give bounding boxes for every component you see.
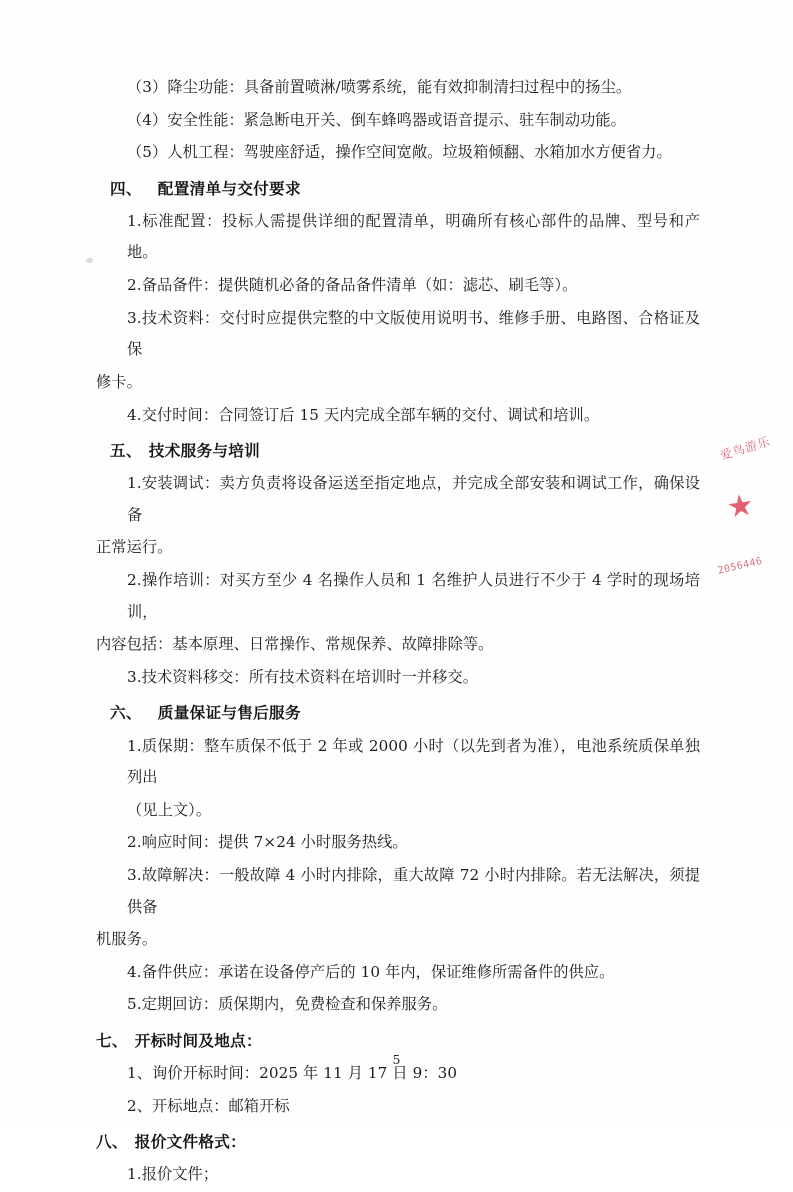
paragraph: 1.安装调试：卖方负责将设备运送至指定地点，并完成全部安装和调试工作，确保设备 [127,474,700,524]
paragraph-continuation: 修卡。 [96,372,142,391]
section-heading-5 [96,434,700,467]
ink-smudge [86,258,93,263]
page-number: 5 [392,1052,401,1067]
section-heading-8 [96,1125,700,1158]
section-number: 八、 [96,1132,128,1152]
paragraph-continuation: 内容包括：基本原理、日常操作、常规保养、故障排除等。 [96,635,494,654]
paragraph: 3.技术资料移交：所有技术资料在培训时一并移交。 [127,667,479,686]
section-heading-6 [96,696,700,729]
section-heading-4 [96,172,700,205]
section-number: 六、 [110,703,142,723]
paragraph: 3.故障解决：一般故障 4 小时内排除，重大故障 72 小时内排除。若无法解决，须提供备 [127,865,700,916]
paragraph: 4.交付时间：合同签订后 15 天内完成全部车辆的交付、调试和培训。 [127,405,600,424]
paragraph: 1、询价开标时间：2025 年 11 月 17 日 9：30 [127,1064,458,1083]
seal-top-text: 爱鸟游乐 [718,434,773,463]
section-number: 四、 [110,178,142,198]
paragraph-continuation: 机服务。 [96,930,158,949]
document-body [96,72,700,1192]
paragraph: 1.报价文件； [127,1165,219,1184]
paragraph: （3）降尘功能：具备前置喷淋/喷雾系统，能有效抑制清扫过程中的扬尘。 [127,78,632,96]
section-title: 开标时间及地点： [134,1030,262,1050]
paragraph: 4.备件供应：承诺在设备停产后的 10 年内，保证维修所需备件的供应。 [127,962,615,981]
paragraph: 2.操作培训：对买方至少 4 名操作人员和 1 名维护人员进行不少于 4 学时的现场培训， [127,571,700,621]
paragraph: 2、开标地点：邮箱开标 [127,1096,290,1115]
paragraph: 3.技术资料：交付时应提供完整的中文版使用说明书、维修手册、电路图、合格证及保 [127,308,700,359]
section-number: 七、 [96,1030,128,1050]
section-number: 五、 [110,441,142,461]
star-icon: ★ [724,487,757,526]
paragraph: （5）人机工程：驾驶座舒适，操作空间宽敞。垃圾箱倾翻、水箱加水方便省力。 [127,143,672,162]
paragraph: （4）安全性能：紧急断电开关、倒车蜂鸣器或语音提示、驻车制动功能。 [127,110,626,129]
paragraph: 1.质保期：整车质保不低于 2 年或 2000 小时（以先到者为准），电池系统质保单独列出 [127,736,700,787]
paragraph: 2.备品备件：提供随机必备的备品备件清单（如：滤芯、刷毛等）。 [127,276,578,295]
seal-serial-number: 2056446 [716,555,764,577]
section-title: 配置清单与交付要求 [157,178,301,198]
paragraph: 5.定期回访：质保期内，免费检查和保养服务。 [127,995,448,1014]
paragraph-continuation: 正常运行。 [96,538,173,557]
paragraph-continuation: （见上文）。 [127,800,212,819]
section-title: 报价文件格式： [134,1132,247,1152]
section-title: 技术服务与培训 [148,441,261,461]
section-title: 质量保证与售后服务 [157,703,301,723]
red-seal-stamp [713,430,787,602]
paragraph: 2.响应时间：提供 7×24 小时服务热线。 [127,833,408,852]
paragraph: 1.标准配置：投标人需提供详细的配置清单，明确所有核心部件的品牌、型号和产地。 [127,211,700,262]
